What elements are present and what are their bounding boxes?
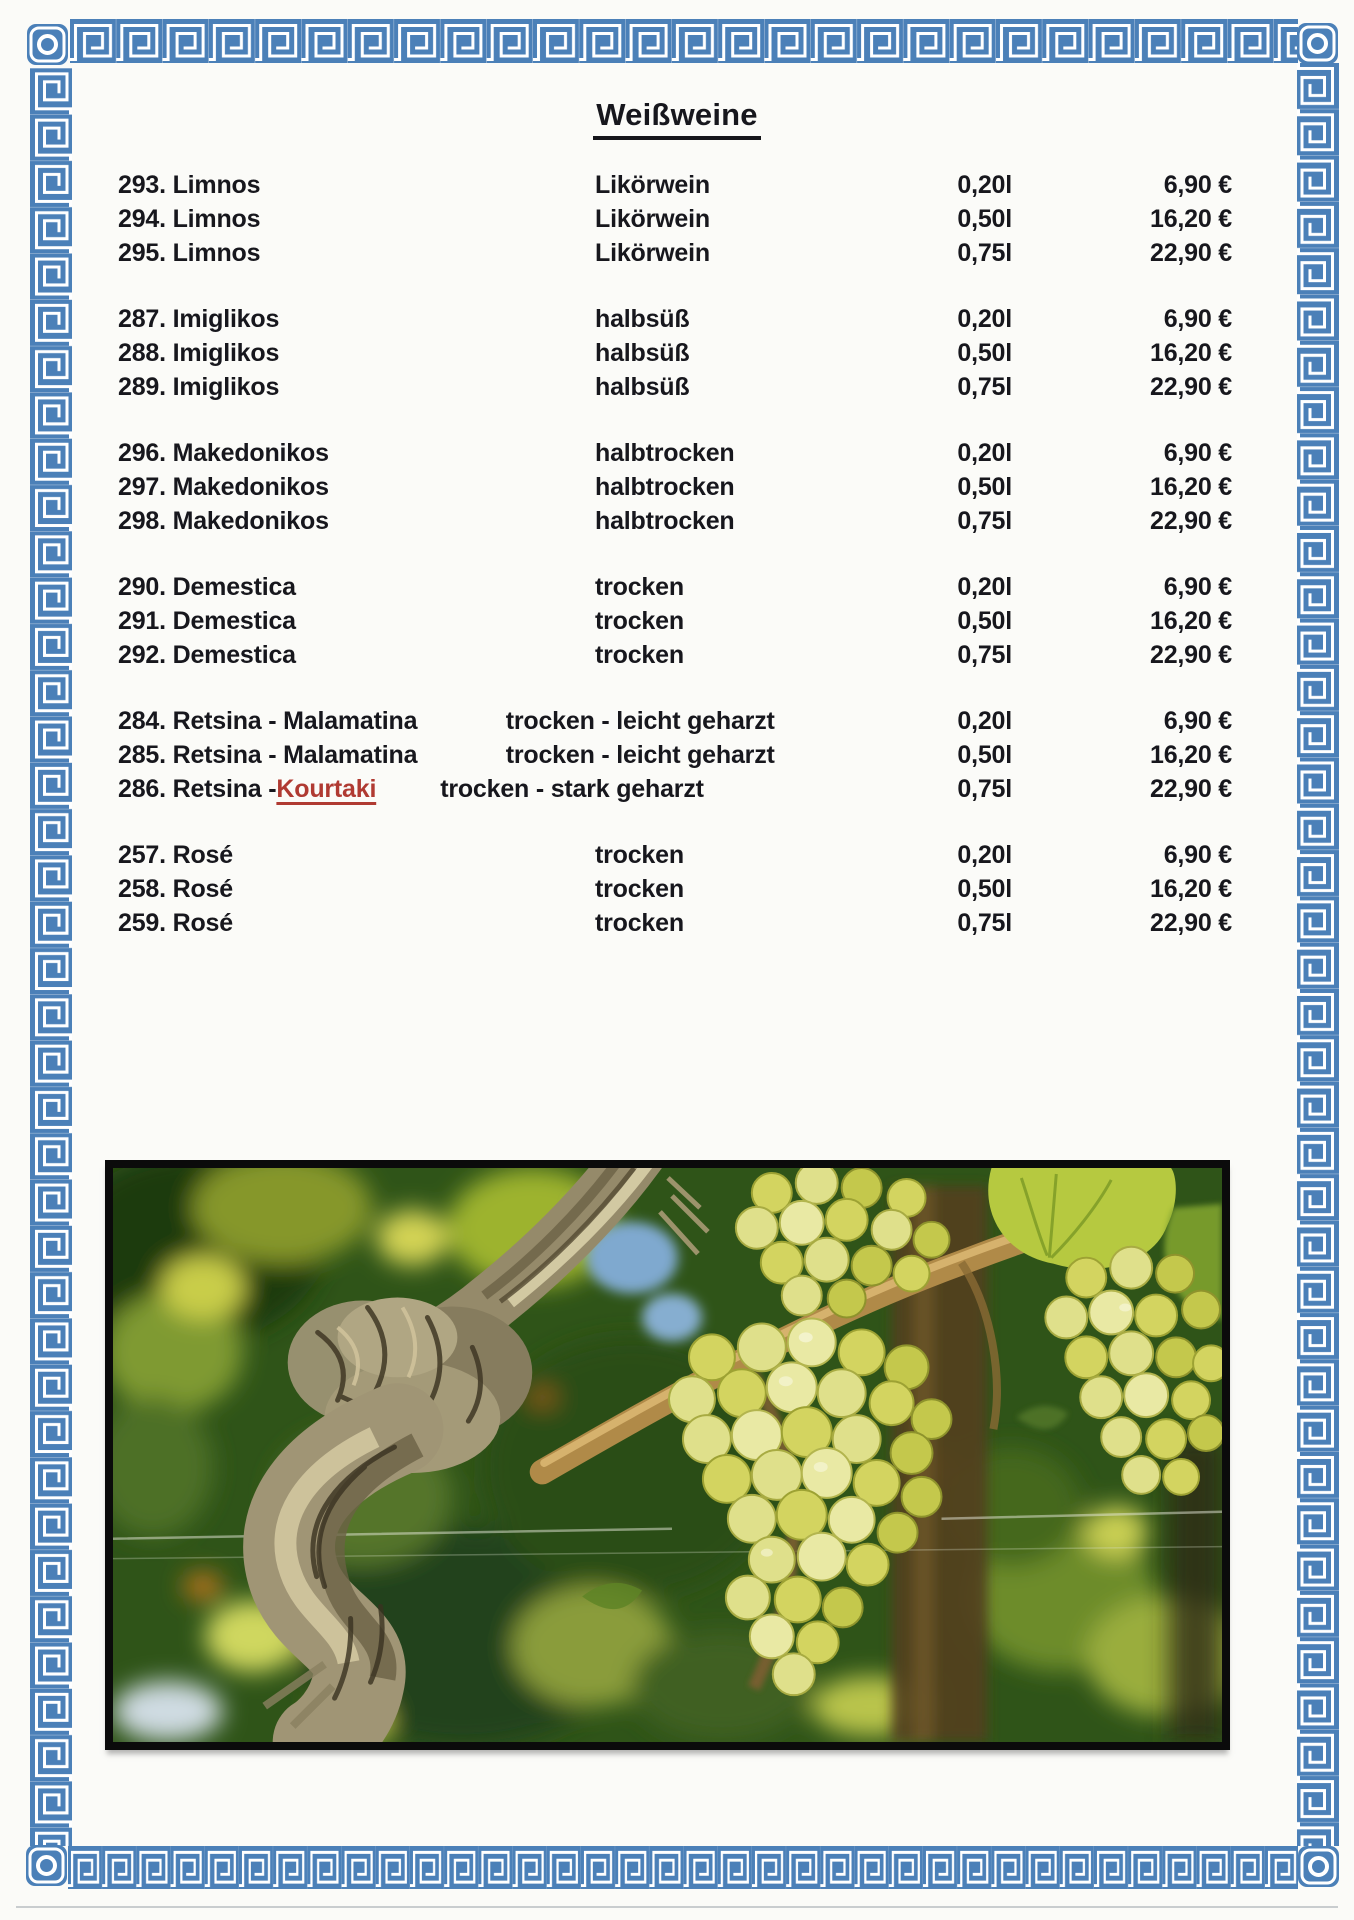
wine-volume: 0,20l	[957, 171, 1012, 199]
wine-number-name: 288. Imiglikos	[118, 339, 280, 367]
wine-number-name: 298. Makedonikos	[118, 507, 329, 535]
wine-price: 22,90 €	[1149, 909, 1232, 937]
wine-description: halbtrocken	[595, 473, 735, 501]
wine-group	[118, 302, 1232, 404]
wine-description: halbsüß	[595, 305, 690, 333]
wine-number-name: 259. Rosé	[118, 909, 233, 937]
wine-group	[118, 704, 1232, 806]
wine-row	[118, 470, 1232, 504]
wine-volume: 0,50l	[957, 205, 1012, 233]
wine-price: 16,20 €	[1149, 339, 1232, 367]
wine-row	[118, 704, 1232, 738]
wine-number-name: 297. Makedonikos	[118, 473, 329, 501]
wine-row	[118, 302, 1232, 336]
wine-description: trocken - stark geharzt	[440, 775, 704, 803]
wine-volume: 0,75l	[957, 641, 1012, 669]
wine-description: trocken	[595, 607, 684, 635]
wine-row	[118, 504, 1232, 538]
wine-description: Likörwein	[595, 205, 710, 233]
wine-price: 22,90 €	[1149, 373, 1232, 401]
wine-volume: 0,75l	[957, 507, 1012, 535]
page-title-row	[0, 97, 1354, 140]
wine-number-name: 258. Rosé	[118, 875, 233, 903]
wine-description: trocken - leicht geharzt	[499, 707, 775, 735]
wine-volume: 0,75l	[957, 373, 1012, 401]
wine-description: trocken	[595, 909, 684, 937]
wine-description: trocken	[595, 875, 684, 903]
wine-price: 16,20 €	[1149, 205, 1232, 233]
wine-number-name: 286. Retsina -	[118, 775, 277, 803]
wine-price: 16,20 €	[1149, 741, 1232, 769]
wine-volume: 0,50l	[957, 741, 1012, 769]
wine-number-name: 295. Limnos	[118, 239, 261, 267]
wine-description: trocken	[595, 573, 684, 601]
wine-number-name: 287. Imiglikos	[118, 305, 280, 333]
wine-row	[118, 436, 1232, 470]
wine-number-name: 293. Limnos	[118, 171, 261, 199]
wine-description: trocken - leicht geharzt	[499, 741, 775, 769]
wine-row	[118, 370, 1232, 404]
wine-volume: 0,20l	[957, 305, 1012, 333]
wine-row	[118, 570, 1232, 604]
wine-row	[118, 872, 1232, 906]
wine-row	[118, 604, 1232, 638]
wine-group	[118, 838, 1232, 940]
wine-row	[118, 838, 1232, 872]
wine-volume: 0,50l	[957, 607, 1012, 635]
wine-volume: 0,50l	[957, 339, 1012, 367]
wine-table	[118, 168, 1232, 972]
wine-description: halbsüß	[595, 339, 690, 367]
wine-name-highlight: Kourtaki	[276, 775, 377, 803]
wine-price: 6,90 €	[1163, 841, 1232, 869]
wine-volume: 0,50l	[957, 473, 1012, 501]
wine-volume: 0,75l	[957, 909, 1012, 937]
wine-price: 6,90 €	[1163, 305, 1232, 333]
wine-name-desc	[118, 704, 912, 738]
grapevine-photo	[105, 1160, 1230, 1750]
wine-number-name: 290. Demestica	[118, 573, 296, 601]
wine-description: Likörwein	[595, 239, 710, 267]
wine-description: Likörwein	[595, 171, 710, 199]
wine-row	[118, 168, 1232, 202]
wine-price: 6,90 €	[1163, 573, 1232, 601]
wine-number-name: 284. Retsina - Malamatina	[118, 707, 418, 735]
wine-price: 16,20 €	[1149, 473, 1232, 501]
wine-row	[118, 906, 1232, 940]
wine-number-name: 285. Retsina - Malamatina	[118, 741, 418, 769]
wine-volume: 0,20l	[957, 841, 1012, 869]
wine-name-desc	[118, 738, 912, 772]
wine-number-name: 294. Limnos	[118, 205, 261, 233]
wine-row	[118, 772, 1232, 806]
wine-price: 22,90 €	[1149, 641, 1232, 669]
wine-price: 6,90 €	[1163, 439, 1232, 467]
wine-number-name: 291. Demestica	[118, 607, 296, 635]
wine-number-name: 296. Makedonikos	[118, 439, 329, 467]
wine-description: trocken	[595, 641, 684, 669]
wine-price: 22,90 €	[1149, 507, 1232, 535]
wine-number-name: 257. Rosé	[118, 841, 233, 869]
wine-row	[118, 638, 1232, 672]
wine-price: 22,90 €	[1149, 239, 1232, 267]
wine-group	[118, 570, 1232, 672]
wine-volume: 0,20l	[957, 707, 1012, 735]
wine-description: halbsüß	[595, 373, 690, 401]
wine-volume: 0,20l	[957, 439, 1012, 467]
wine-number-name: 292. Demestica	[118, 641, 296, 669]
wine-volume: 0,75l	[957, 775, 1012, 803]
wine-description: trocken	[595, 841, 684, 869]
wine-price: 6,90 €	[1163, 707, 1232, 735]
wine-row	[118, 236, 1232, 270]
page-edge-line	[16, 1906, 1338, 1908]
wine-group	[118, 436, 1232, 538]
wine-group	[118, 168, 1232, 270]
wine-price: 22,90 €	[1149, 775, 1232, 803]
page-title: Weißweine	[593, 97, 760, 140]
wine-price: 6,90 €	[1163, 171, 1232, 199]
wine-row	[118, 336, 1232, 370]
wine-number-name: 289. Imiglikos	[118, 373, 280, 401]
wine-description: halbtrocken	[595, 507, 735, 535]
wine-description: halbtrocken	[595, 439, 735, 467]
wine-price: 16,20 €	[1149, 875, 1232, 903]
wine-name-desc	[118, 772, 912, 806]
wine-volume: 0,50l	[957, 875, 1012, 903]
wine-volume: 0,75l	[957, 239, 1012, 267]
wine-volume: 0,20l	[957, 573, 1012, 601]
wine-price: 16,20 €	[1149, 607, 1232, 635]
wine-row	[118, 202, 1232, 236]
wine-row	[118, 738, 1232, 772]
